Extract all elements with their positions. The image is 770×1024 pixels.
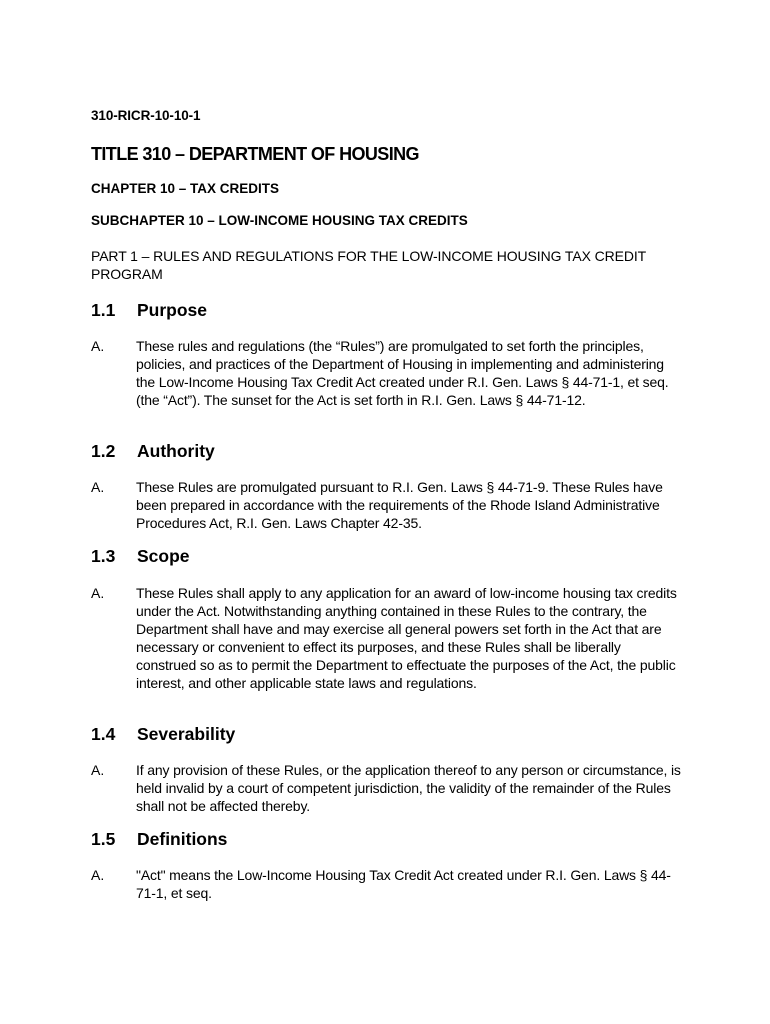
item-letter: A. bbox=[91, 338, 105, 354]
section-number: 1.4 bbox=[91, 724, 116, 744]
item-letter: A. bbox=[91, 867, 105, 883]
section-number: 1.1 bbox=[91, 300, 116, 320]
section-title: Scope bbox=[137, 546, 190, 566]
part-heading: PART 1 – RULES AND REGULATIONS FOR THE LOW-INCOME HOUSING TAX CREDIT PROGRAM bbox=[91, 248, 646, 282]
section-number: 1.2 bbox=[91, 441, 116, 461]
section-heading-authority bbox=[91, 441, 215, 462]
authority-paragraph: These Rules are promulgated pursuant to R.I. Gen. Laws § 44-71-9. These Rules have been prepared in accordance with the requirements of the Rhode Island Administrative Procedures Act, R.I. Gen. Laws Chapter 42-35. bbox=[136, 479, 663, 531]
regulation-citation: 310-RICR-10-10-1 bbox=[91, 108, 201, 123]
severability-paragraph: If any provision of these Rules, or the application thereof to any person or circumstance, is held invalid by a court of competent jurisdiction, the validity of the remainder of the Rules shall not be affected thereby. bbox=[136, 762, 681, 814]
document-title: TITLE 310 – DEPARTMENT OF HOUSING bbox=[91, 144, 419, 164]
section-heading-scope bbox=[91, 546, 190, 567]
purpose-paragraph: These rules and regulations (the “Rules”) are promulgated to set forth the principles, policies, and practices of the Department of Housing in implementing and administering the Low-Income Housing Tax Credit Act created under R.I. Gen. Laws § 44-71-1, et seq. (the “Act”). The sunset for the Act is set forth in R.I. Gen. Laws § 44-71-12. bbox=[136, 338, 669, 408]
subchapter-heading: SUBCHAPTER 10 – LOW-INCOME HOUSING TAX CREDITS bbox=[91, 213, 468, 228]
item-letter: A. bbox=[91, 479, 105, 495]
section-title: Purpose bbox=[137, 300, 208, 320]
definitions-paragraph: "Act" means the Low-Income Housing Tax Credit Act created under R.I. Gen. Laws § 44-71-1, et seq. bbox=[136, 867, 671, 901]
section-title: Definitions bbox=[137, 829, 228, 849]
chapter-heading: CHAPTER 10 – TAX CREDITS bbox=[91, 181, 280, 196]
item-letter: A. bbox=[91, 762, 105, 778]
section-heading-severability bbox=[91, 724, 235, 745]
section-title: Severability bbox=[137, 724, 236, 744]
section-heading-purpose bbox=[91, 300, 207, 321]
section-number: 1.3 bbox=[91, 546, 116, 566]
section-number: 1.5 bbox=[91, 829, 116, 849]
item-letter: A. bbox=[91, 585, 105, 601]
section-title: Authority bbox=[137, 441, 215, 461]
scope-paragraph: These Rules shall apply to any application for an award of low-income housing tax credits under the Act. Notwithstanding anything contained in these Rules to the contrary, the Department shall have and may exercise all general powers set forth in the Act that are necessary or convenient to effect its purposes, and these Rules shall be liberally construed so as to permit the Department to effectuate the purposes of the Act, the public interest, and other applicable state laws and regulations. bbox=[136, 585, 677, 691]
section-heading-definitions bbox=[91, 829, 227, 850]
